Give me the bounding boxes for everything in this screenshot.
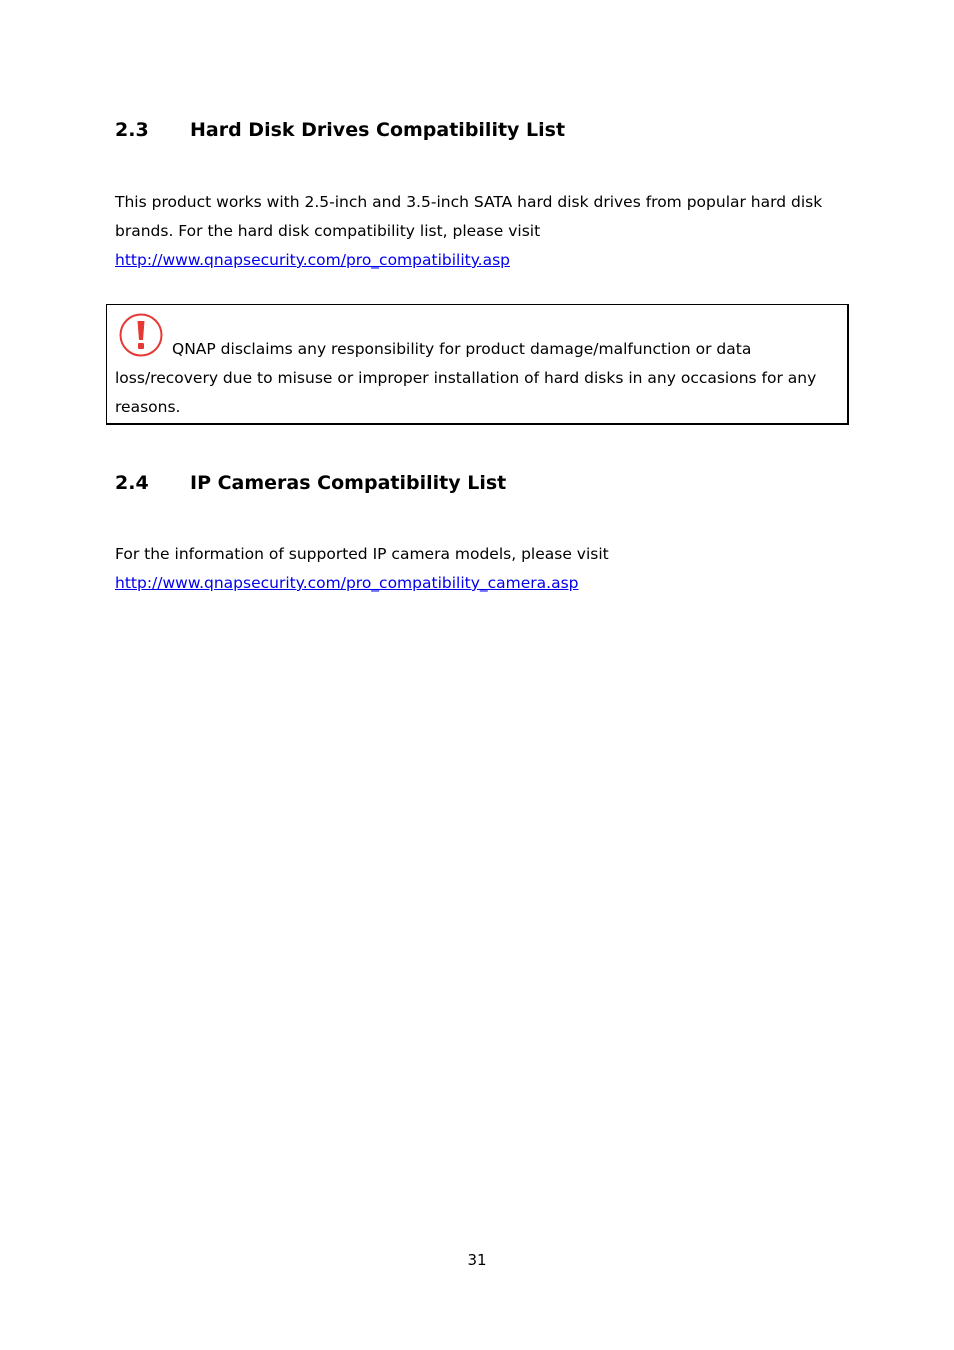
paragraph-line: brands. For the hard disk compatibility list, please visit — [115, 222, 541, 240]
section-title: IP Cameras Compatibility List — [190, 472, 507, 494]
disclaimer-line: QNAP disclaims any responsibility for product damage/malfunction or data — [172, 340, 752, 358]
disclaimer-line: reasons. — [115, 398, 181, 416]
disclaimer-notice-box — [106, 304, 849, 425]
section-heading-hdd — [115, 118, 565, 142]
page-number: 31 — [467, 1251, 487, 1269]
section-heading-camera — [115, 471, 506, 495]
disclaimer-line: loss/recovery due to misuse or improper installation of hard disks in any occasions for any — [115, 369, 817, 387]
camera-compatibility-link[interactable]: http://www.qnapsecurity.com/pro_compatibility_camera.asp — [115, 574, 579, 592]
disclaimer-text — [115, 335, 845, 422]
camera-paragraph — [115, 540, 855, 598]
paragraph-line: For the information of supported IP camera models, please visit — [115, 545, 609, 563]
section-title: Hard Disk Drives Compatibility List — [190, 119, 566, 141]
hdd-compatibility-link[interactable]: http://www.qnapsecurity.com/pro_compatibility.asp — [115, 251, 511, 269]
section-number: 2.3 — [115, 119, 149, 141]
hdd-paragraph — [115, 188, 855, 275]
section-number: 2.4 — [115, 472, 149, 494]
paragraph-line: This product works with 2.5-inch and 3.5-inch SATA hard disk drives from popular hard disk — [115, 193, 823, 211]
